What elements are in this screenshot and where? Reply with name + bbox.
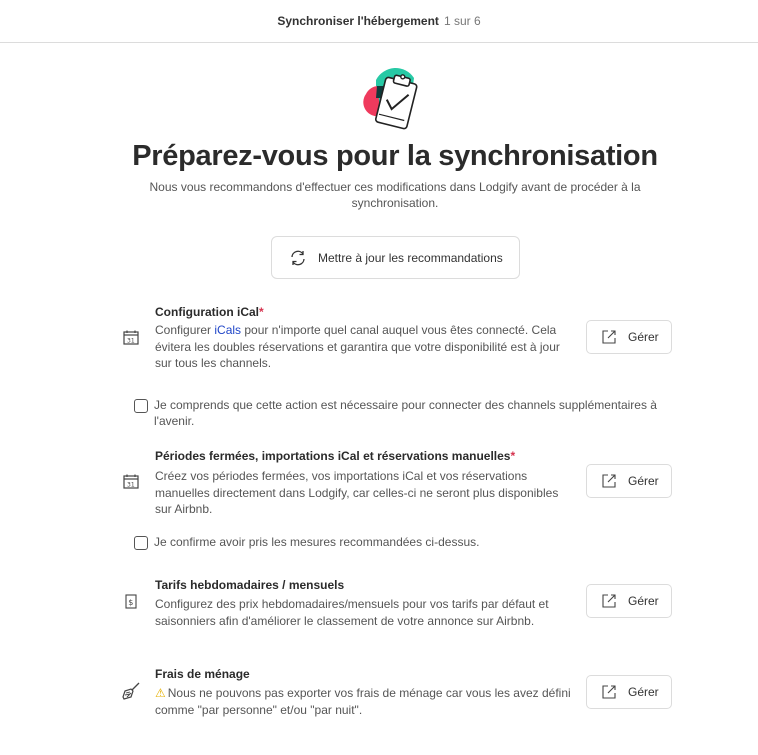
price-tag-icon (122, 593, 140, 611)
refresh-button-label: Mettre à jour les recommandations (318, 250, 503, 265)
external-link-icon (602, 474, 616, 488)
external-link-icon (602, 330, 616, 344)
top-bar (0, 0, 758, 43)
icals-link[interactable]: iCals (214, 323, 242, 337)
section-description: Créez vos périodes fermées, vos importations iCal et vos réservations manuelles directement dans Lodgify, car celles-ci ne seront plus disponibles sur Airbnb. (155, 469, 559, 516)
section-description: Configurez des prix hebdomadaires/mensuels pour vos tarifs par défaut et saisonniers afin d'améliorer le classement de votre annonce sur Airbnb. (155, 597, 549, 628)
page-title: Préparez-vous pour la synchronisation (132, 140, 658, 172)
svg-text:31: 31 (127, 337, 135, 345)
step-indicator: 1 sur 6 (443, 14, 481, 28)
closed-periods-confirm-checkbox[interactable] (134, 536, 148, 550)
header-title: Synchroniser l'hébergement (277, 14, 439, 28)
checkbox-label[interactable]: Je comprends que cette action est nécessaire pour connecter des channels supplémentaires à l'avenir. (154, 398, 657, 428)
section-description: ⚠ Nous ne pouvons pas exporter vos frais de ménage car vous les avez défini comme "par personne" et/ou "par nuit". (155, 686, 571, 717)
manage-ical-button[interactable]: Gérer (586, 320, 672, 354)
section-title: Tarifs hebdomadaires / mensuels (155, 578, 345, 592)
section-title: Frais de ménage (155, 667, 250, 681)
svg-text:$: $ (128, 598, 134, 607)
section-title: Périodes fermées, importations iCal et réservations manuelles* (155, 449, 516, 463)
calendar-icon (122, 329, 140, 347)
page-subtitle: Nous vous recommandons d'effectuer ces modifications dans Lodgify avant de procéder à la synchronisation. (149, 180, 641, 210)
checkbox-label[interactable]: Je confirme avoir pris les mesures recommandées ci-dessus. (154, 535, 480, 549)
external-link-icon (602, 594, 616, 608)
calendar-icon (122, 473, 140, 491)
manage-rates-button[interactable]: Gérer (586, 584, 672, 618)
ical-confirm-checkbox[interactable] (134, 399, 148, 413)
svg-text:31: 31 (127, 481, 135, 489)
clipboard-illustration-icon (362, 68, 424, 132)
manage-cleaning-fees-button[interactable]: Gérer (586, 675, 672, 709)
broom-icon (121, 681, 141, 701)
external-link-icon (602, 685, 616, 699)
section-title: Configuration iCal* (155, 305, 264, 319)
required-marker: * (510, 449, 516, 463)
refresh-recommendations-button[interactable] (271, 236, 520, 279)
section-description: Configurer iCals pour n'importe quel canal auquel vous êtes connecté. Cela évitera les doubles réservations et garantira que votre disponibilité est à jour sur tous les channels. (155, 323, 560, 370)
manage-closed-periods-button[interactable]: Gérer (586, 464, 672, 498)
refresh-icon (288, 248, 308, 268)
warning-icon: ⚠ (155, 686, 166, 700)
required-marker: * (259, 305, 264, 319)
